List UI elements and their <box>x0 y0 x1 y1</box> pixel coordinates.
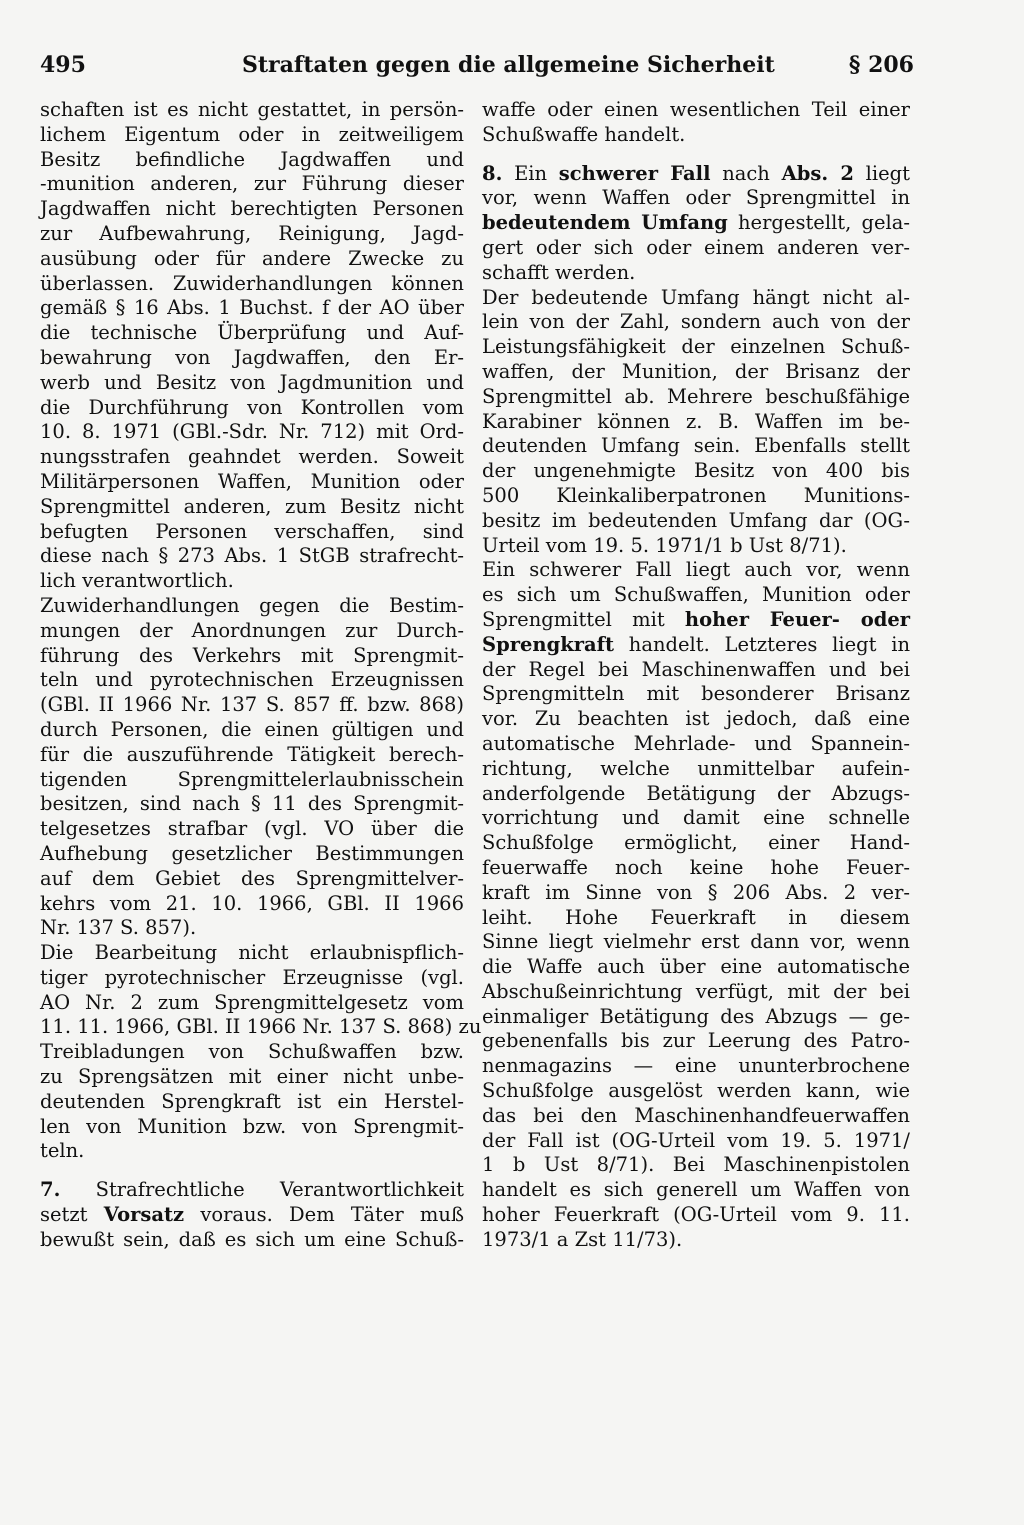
text-line: Die Bearbeitung nicht erlaubnispflich- <box>40 941 464 965</box>
text-line: bewußt sein, daß es sich um eine Schuß- <box>40 1227 464 1251</box>
text-line: AO Nr. 2 zum Sprengmittelgesetz vom <box>40 990 464 1014</box>
text-line: waffen, der Munition, der Brisanz der <box>482 359 910 383</box>
text-line: zu Sprengsätzen mit einer nicht unbe- <box>40 1065 464 1089</box>
text-line: der Fall ist (OG-Urteil vom 19. 5. 1971/ <box>482 1128 910 1152</box>
text-line: diese nach § 273 Abs. 1 StGB strafrecht- <box>40 544 464 568</box>
text-line: Sprengmittel anderen, zum Besitz nicht <box>40 494 464 518</box>
paragraph-jagdwaffen <box>40 98 464 594</box>
text-line: handelt es sich generell um Waffen von <box>482 1178 910 1202</box>
text-line: Schußfolge ermöglicht, einer Hand- <box>482 831 910 855</box>
text-line: die Durchführung von Kontrollen vom <box>40 395 464 419</box>
text-line: gert oder sich oder einem anderen ver- <box>482 235 910 259</box>
text-line: 8. Ein schwerer Fall nach Abs. 2 liegt <box>482 161 911 185</box>
text-line: einmaliger Betätigung des Abzugs — ge- <box>482 1004 910 1028</box>
text-line: setzt Vorsatz voraus. Dem Täter muß <box>40 1203 465 1227</box>
emphasis-sprengkraft: Sprengkraft <box>482 632 615 656</box>
right-column <box>482 98 910 1253</box>
emphasis-vorsatz: Vorsatz <box>103 1203 185 1227</box>
paragraph-sprengmittel-anordnungen <box>40 594 464 941</box>
text-line: der Regel bei Maschinenwaffen und bei <box>482 657 910 681</box>
emphasis-hohe-feuerkraft: hoher Feuer- oder <box>684 607 911 631</box>
text-line: schafft werden. <box>482 260 636 284</box>
text-line: -munition anderen, zur Führung dieser <box>40 172 464 196</box>
paragraph-number: 7. <box>40 1178 61 1202</box>
text-line: durch Personen, die einen gültigen und <box>40 717 464 741</box>
text-line: deutenden Umfang sein. Ebenfalls stellt <box>482 434 910 458</box>
text-line: 1973/1 a Zst 11/73). <box>482 1227 683 1251</box>
text-line: teln. <box>40 1139 85 1163</box>
text-line: 7. Strafrechtliche Verantwortlichkeit <box>40 1178 464 1202</box>
text-line: nungsstrafen geahndet werden. Soweit <box>40 445 464 469</box>
text-line: das bei den Maschinenhandfeuerwaffen <box>482 1103 910 1127</box>
text-line: richtung, welche unmittelbar aufein- <box>482 756 910 780</box>
text-line: auf dem Gebiet des Sprengmittelver- <box>40 866 464 890</box>
paragraph-bedeutender-umfang <box>482 286 910 559</box>
text-line: mungen der Anordnungen zur Durch- <box>40 618 464 642</box>
running-header <box>40 52 914 92</box>
text-line: für die auszuführende Tätigkeit berech- <box>40 742 464 766</box>
text-line: nenmagazins — eine ununterbrochene <box>482 1054 910 1078</box>
text-line: Schußfolge ausgelöst werden kann, wie <box>482 1079 910 1103</box>
text-line: zur Aufbewahrung, Reinigung, Jagd- <box>40 221 464 245</box>
text-line: lein von der Zahl, sondern auch von der <box>482 310 910 334</box>
text-line: feuerwaffe noch keine hohe Feuer- <box>482 855 910 879</box>
text-line: telgesetzes strafbar (vgl. VO über die <box>40 817 464 841</box>
paragraph-pyrotechnik <box>40 941 482 1164</box>
paragraph-number: 8. <box>482 161 503 185</box>
text-line: lichem Eigentum oder in zeitweiligem <box>40 122 464 146</box>
text-line: Der bedeutende Umfang hängt nicht al- <box>482 285 910 309</box>
text-line: hoher Feuerkraft (OG-Urteil vom 9. 11. <box>482 1203 910 1227</box>
text-line: Sprengmitteln mit besonderer Brisanz <box>482 682 910 706</box>
text-line: kehrs vom 21. 10. 1966, GBl. II 1966 <box>40 891 464 915</box>
text-line: Ein schwerer Fall liegt auch vor, wenn <box>482 558 910 582</box>
text-line: die Waffe auch über eine automatische <box>482 955 910 979</box>
text-line: gemäß § 16 Abs. 1 Buchst. f der AO über <box>40 296 464 320</box>
text-line: Sprengkraft handelt. Letzteres liegt in <box>482 632 911 656</box>
text-line: leiht. Hohe Feuerkraft in diesem <box>482 905 910 929</box>
text-line: automatische Mehrlade- und Spannein- <box>482 731 910 755</box>
text-line: Nr. 137 S. 857). <box>40 916 197 940</box>
text-line: Zuwiderhandlungen gegen die Bestim- <box>40 593 464 617</box>
emphasis-bedeutender-umfang: bedeutendem Umfang <box>482 211 728 235</box>
running-title: Straftaten gegen die allgemeine Sicherheit <box>242 52 775 78</box>
emphasis-schwerer-fall: schwerer Fall <box>558 161 711 185</box>
text-line: überlassen. Zuwiderhandlungen können <box>40 271 464 295</box>
text-line: 11. 11. 1966, GBl. II 1966 Nr. 137 S. 868) zu <box>40 1015 482 1039</box>
text-line: führung des Verkehrs mit Sprengmit- <box>40 643 464 667</box>
text-line: anderfolgende Betätigung der Abzugs- <box>482 781 910 805</box>
text-line: besitzen, sind nach § 11 des Sprengmit- <box>40 792 464 816</box>
text-line: Schußwaffe handelt. <box>482 122 686 146</box>
text-line: gebenenfalls bis zur Leerung des Patro- <box>482 1029 910 1053</box>
text-line: Sprengmittel mit hoher Feuer- oder <box>482 607 911 631</box>
text-line: deutenden Sprengkraft ist ein Herstel- <box>40 1089 464 1113</box>
text-line: die technische Überprüfung und Auf- <box>40 321 464 345</box>
text-line: werb und Besitz von Jagdmunition und <box>40 370 464 394</box>
text-line: (GBl. II 1966 Nr. 137 S. 857 ff. bzw. 868) <box>40 693 464 717</box>
text-line: schaften ist es nicht gestattet, in persön- <box>40 98 464 121</box>
text-line: waffe oder einen wesentlichen Teil einer <box>482 98 910 121</box>
paragraph-8-schwerer-fall <box>482 162 910 286</box>
text-line: ausübung oder für andere Zwecke zu <box>40 246 464 270</box>
text-line: tigenden Sprengmittelerlaubnisschein <box>40 767 464 791</box>
text-line: Leistungsfähigkeit der einzelnen Schuß- <box>482 335 910 359</box>
paragraph-7-vorsatz <box>40 1178 464 1252</box>
text-line: tiger pyrotechnischer Erzeugnisse (vgl. <box>40 965 464 989</box>
text-line: Sprengmittel ab. Mehrere beschußfähige <box>482 384 910 408</box>
text-line: es sich um Schußwaffen, Munition oder <box>482 583 910 607</box>
paragraph-hohe-feuerkraft <box>482 558 910 1252</box>
text-line: befugten Personen verschaffen, sind <box>40 519 464 543</box>
paragraph-continuation <box>482 98 910 148</box>
text-line: lich verantwortlich. <box>40 569 234 593</box>
text-line: Aufhebung gesetzlicher Bestimmungen <box>40 841 464 865</box>
text-line: bedeutendem Umfang hergestellt, gela- <box>482 211 911 235</box>
text-line: 1 b Ust 8/71). Bei Maschinenpistolen <box>482 1153 910 1177</box>
left-column <box>40 98 482 1253</box>
paragraph-hohe-feuerkraft-rest <box>482 658 910 1253</box>
page-number: 495 <box>40 52 86 78</box>
text-line: Abschußeinrichtung verfügt, mit der bei <box>482 979 910 1003</box>
emphasis-abs-2: Abs. 2 <box>781 161 854 185</box>
text-line: teln und pyrotechnischen Erzeugnissen <box>40 668 464 692</box>
text-line: Sinne liegt vielmehr erst dann vor, wenn <box>482 930 910 954</box>
text-line: 10. 8. 1971 (GBl.-Sdr. Nr. 712) mit Ord- <box>40 420 464 444</box>
text-line: besitz im bedeutenden Umfang dar (OG- <box>482 508 910 532</box>
text-line: len von Munition bzw. von Sprengmit- <box>40 1114 464 1138</box>
text-line: Besitz befindliche Jagdwaffen und <box>40 147 464 171</box>
text-line: bewahrung von Jagdwaffen, den Er- <box>40 345 464 369</box>
text-line: Treibladungen von Schußwaffen bzw. <box>40 1040 464 1064</box>
text-line: 500 Kleinkaliberpatronen Munitions- <box>482 483 910 507</box>
text-line: vor. Zu beachten ist jedoch, daß eine <box>482 707 910 731</box>
text-line: der ungenehmigte Besitz von 400 bis <box>482 459 910 483</box>
text-line: Urteil vom 19. 5. 1971/1 b Ust 8/71). <box>482 533 847 557</box>
text-line: Karabiner können z. B. Waffen im be- <box>482 409 910 433</box>
section-number: § 206 <box>848 52 914 78</box>
text-line: Jagdwaffen nicht berechtigten Personen <box>40 197 464 221</box>
text-line: kraft im Sinne von § 206 Abs. 2 ver- <box>482 880 910 904</box>
text-line: vor, wenn Waffen oder Sprengmittel in <box>482 186 910 210</box>
text-line: vorrichtung und damit eine schnelle <box>482 806 910 830</box>
text-line: Militärpersonen Waffen, Munition oder <box>40 469 464 493</box>
